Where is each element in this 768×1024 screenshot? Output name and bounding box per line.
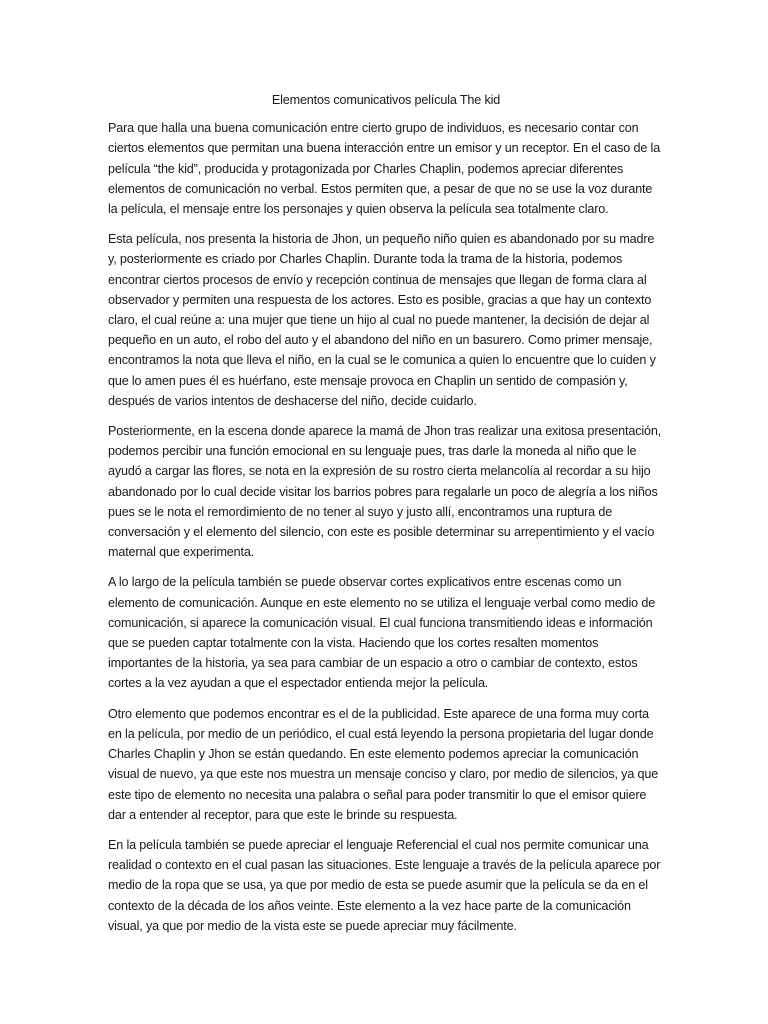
- paragraph: Esta película, nos presenta la historia de Jhon, un pequeño niño quien es abandonado por su madre y, posteriormente es criado por Charles Chaplin. Durante toda la trama de la historia, podemos encontrar ciertos procesos de envío y recepción continua de mensajes que llegan de forma clara al observador y permiten una respuesta de los actores. Esto es posible, gracias a que hay un contexto claro, el cual reúne a: una mujer que tiene un hijo al cual no puede mantener, la decisión de dejar al pequeño en un auto, el robo del auto y el abandono del niño en un basurero. Como primer mensaje, encontramos la nota que lleva el niño, en la cual se le comunica a quien lo encuentre que lo cuiden y que lo amen pues él es huérfano, este mensaje provoca en Chaplin un sentido de compasión y, después de varios intentos de deshacerse del niño, decide cuidarlo.: [108, 232, 656, 408]
- document-page: [108, 90, 664, 946]
- paragraph: A lo largo de la película también se puede observar cortes explicativos entre escenas como un elemento de comunicación. Aunque en este elemento no se utiliza el lenguaje verbal como medio de comunicación, si aparece la comunicación visual. El cual funciona transmitiendo ideas e información que se pueden captar totalmente con la vista. Haciendo que los cortes resalten momentos importantes de la historia, ya sea para cambiar de un espacio a otro o cambiar de contexto, estos cortes a la vez ayudan a que el espectador entienda mejor la película.: [108, 575, 656, 691]
- paragraph: Otro elemento que podemos encontrar es el de la publicidad. Este aparece de una forma muy corta en la película, por medio de un periódico, el cual está leyendo la persona propietaria del lugar donde Charles Chaplin y Jhon se están quedando. En este elemento podemos apreciar la comunicación visual de nuevo, ya que este nos muestra un mensaje conciso y claro, por medio de silencios, ya que este tipo de elemento no necesita una palabra o señal para poder transmitir lo que el emisor quiere dar a entender al receptor, para que este le brinde su respuesta.: [108, 706, 659, 822]
- document-title: Elementos comunicativos película The kid: [271, 93, 501, 107]
- paragraph: Para que halla una buena comunicación entre cierto grupo de individuos, es necesario contar con ciertos elementos que permitan una buena interacción entre un emisor y un receptor. En el caso de la película “the kid”, producida y protagonizada por Charles Chaplin, podemos apreciar diferentes elementos de comunicación no verbal. Estos permiten que, a pesar de que no se use la voz durante la película, el mensaje entre los personajes y quien observa la película sea totalmente claro.: [108, 121, 661, 217]
- paragraph: En la película también se puede apreciar el lenguaje Referencial el cual nos permite comunicar una realidad o contexto en el cual pasan las situaciones. Este lenguaje a través de la película aparece por medio de la ropa que se usa, ya que por medio de esta se puede asumir que la película se da en el contexto de la década de los años veinte. Este elemento a la vez hace parte de la comunicación visual, ya que por medio de la vista este se puede apreciar muy fácilmente.: [108, 837, 661, 933]
- paragraph: Posteriormente, en la escena donde aparece la mamá de Jhon tras realizar una exitosa presentación, podemos percibir una función emocional en su lenguaje pues, tras darle la moneda al niño que le ayudó a cargar las flores, se nota en la expresión de su rostro cierta melancolía al recordar a su hijo abandonado por lo cual decide visitar los barrios pobres para regalarle un poco de alegría a los niños pues se le nota el remordimiento de no tener al suyo y justo allí, encontramos una ruptura de conversación y el elemento del silencio, con este es posible determinar su arrepentimiento y el vacío maternal que experimenta.: [108, 424, 662, 560]
